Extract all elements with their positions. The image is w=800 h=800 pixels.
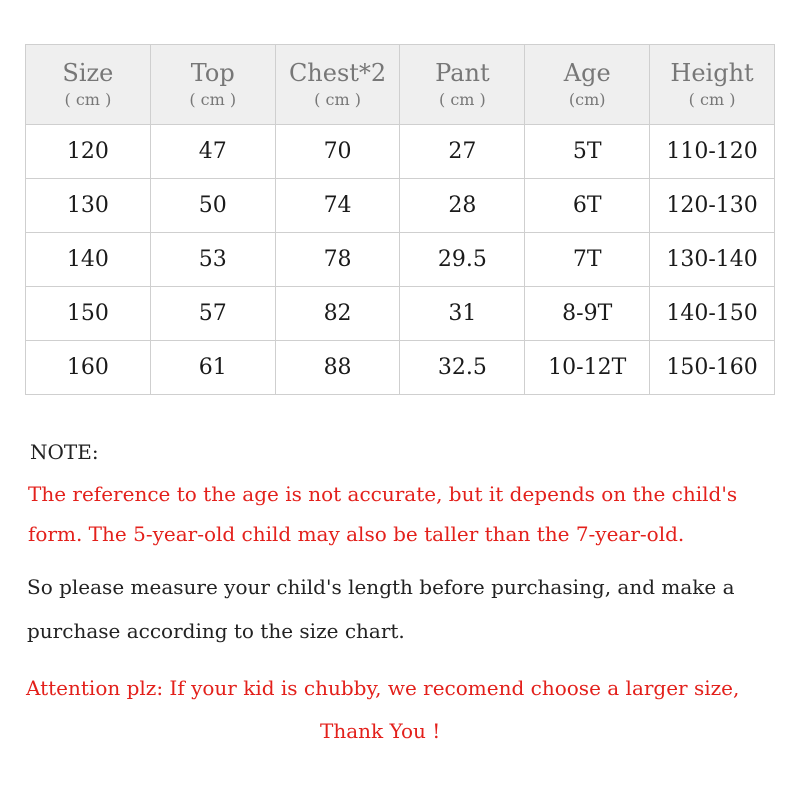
header-unit: ( cm ) — [189, 89, 237, 109]
table-row — [26, 233, 775, 287]
thank-you-note: Thank You ! — [320, 719, 441, 743]
cell-height: 140-150 — [650, 287, 775, 341]
cell-top: 53 — [150, 233, 275, 287]
cell-height: 120-130 — [650, 179, 775, 233]
header-unit: ( cm ) — [688, 89, 736, 109]
cell-age: 10-12T — [525, 341, 650, 395]
cell-chest: 88 — [275, 341, 400, 395]
header-unit: ( cm ) — [64, 89, 112, 109]
table-row — [26, 287, 775, 341]
cell-top: 61 — [150, 341, 275, 395]
header-cell-age — [525, 45, 650, 125]
cell-age: 6T — [525, 179, 650, 233]
header-unit: ( cm ) — [314, 89, 361, 109]
cell-top: 57 — [150, 287, 275, 341]
header-label: Size — [62, 58, 114, 87]
size-chart-table — [25, 44, 775, 395]
table-row — [26, 179, 775, 233]
attention-note: Attention plz: If your kid is chubby, we recomend choose a larger size, — [26, 676, 740, 700]
header-label: Age — [563, 58, 611, 87]
cell-size: 130 — [26, 179, 151, 233]
cell-chest: 82 — [275, 287, 400, 341]
header-label: Pant — [435, 58, 490, 87]
cell-size: 150 — [26, 287, 151, 341]
cell-top: 47 — [150, 125, 275, 179]
cell-chest: 74 — [275, 179, 400, 233]
cell-chest: 70 — [275, 125, 400, 179]
header-unit: ( cm ) — [439, 89, 486, 109]
measure-advice-line: So please measure your child's length before purchasing, and make a — [27, 575, 735, 599]
cell-size: 120 — [26, 125, 151, 179]
cell-size: 160 — [26, 341, 151, 395]
cell-size: 140 — [26, 233, 151, 287]
age-warning-line: The reference to the age is not accurate, but it depends on the child's — [28, 482, 738, 506]
cell-age: 8-9T — [525, 287, 650, 341]
table-header-row — [26, 45, 775, 125]
header-cell-top — [150, 45, 275, 125]
table-row — [26, 125, 775, 179]
age-warning-line: form. The 5-year-old child may also be taller than the 7-year-old. — [28, 522, 685, 546]
cell-age: 7T — [525, 233, 650, 287]
cell-chest: 78 — [275, 233, 400, 287]
cell-top: 50 — [150, 179, 275, 233]
header-label: Height — [670, 58, 754, 87]
cell-pant: 31 — [400, 287, 525, 341]
cell-age: 5T — [525, 125, 650, 179]
note-title: NOTE: — [30, 440, 99, 464]
cell-height: 110-120 — [650, 125, 775, 179]
header-cell-size — [26, 45, 151, 125]
cell-pant: 29.5 — [400, 233, 525, 287]
header-cell-pant — [400, 45, 525, 125]
header-unit: (cm) — [568, 89, 606, 109]
cell-height: 150-160 — [650, 341, 775, 395]
cell-pant: 27 — [400, 125, 525, 179]
cell-pant: 32.5 — [400, 341, 525, 395]
header-label: Chest*2 — [288, 58, 387, 87]
cell-pant: 28 — [400, 179, 525, 233]
header-cell-chest — [275, 45, 400, 125]
cell-height: 130-140 — [650, 233, 775, 287]
table-row — [26, 341, 775, 395]
header-cell-height — [650, 45, 775, 125]
header-label: Top — [190, 58, 235, 87]
measure-advice-line: purchase according to the size chart. — [27, 619, 405, 643]
